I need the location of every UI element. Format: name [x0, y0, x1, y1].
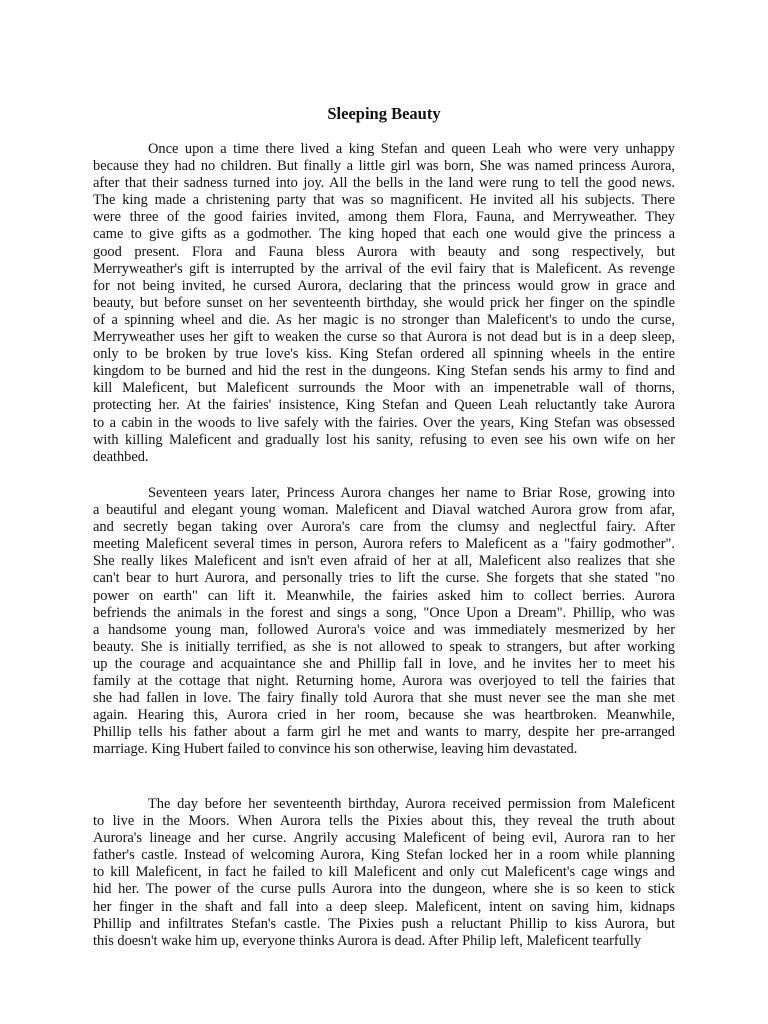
text-line: to kill Maleficent, in fact he failed to kill Maleficent and only cut Maleficent's cage wings and	[93, 864, 675, 881]
text-line: Once upon a time there lived a king Stefan and queen Leah who were very unhappy	[148, 141, 675, 157]
text-line: this doesn't wake him up, everyone thinks Aurora is dead. After Philip left, Maleficent tearfully	[93, 932, 642, 949]
text-line: meeting Maleficent several times in person, Aurora refers to Maleficent as a "fairy godmother".	[93, 536, 675, 553]
text-line: after that their sadness turned into joy. All the bells in the land were rung to tell the good news.	[93, 175, 675, 192]
text-line: The day before her seventeenth birthday, Aurora received permission from Maleficent	[148, 796, 675, 812]
text-line: kill Maleficent, but Maleficent surrounds the Moor with an impenetrable wall of thorns,	[93, 380, 675, 397]
text-line: family at the cottage that night. Returning home, Aurora was overjoyed to tell the fairies that	[93, 673, 675, 690]
paragraph-2	[93, 485, 675, 759]
text-line: beauty, but before sunset on her seventeenth birthday, she would prick her finger on the spindle	[93, 294, 675, 311]
text-line: marriage. King Hubert failed to convince his son otherwise, leaving him devastated.	[93, 741, 578, 758]
text-line: her finger in the shaft and fall into a deep sleep. Maleficent, intent on saving him, kidnaps	[93, 898, 675, 915]
text-line: Phillip and infiltrates Stefan's castle. The Pixies push a reluctant Phillip to kiss Aurora, but	[93, 915, 675, 932]
text-line: Merryweather's gift is interrupted by the arrival of the evil fairy that is Maleficent. As revenge	[93, 260, 675, 277]
paragraph-3	[93, 796, 675, 950]
text-line: kingdom to be burned and hid the rest in the dungeons. King Stefan sends his army to find and	[93, 363, 675, 380]
text-line: a handsome young man, followed Aurora's voice and was immediately mesmerized by her	[93, 621, 675, 638]
text-line: up the courage and acquaintance she and Phillip fall in love, and he invites her to meet his	[93, 655, 675, 672]
text-line: for not being invited, he cursed Aurora, declaring that the princess would grow in grace and	[93, 277, 675, 294]
text-line: a beautiful and elegant young woman. Maleficent and Diaval watched Aurora grow from afar,	[93, 502, 675, 519]
text-line: protecting her. At the fairies' insistence, King Stefan and Queen Leah reluctantly take Aurora	[93, 397, 675, 414]
text-line: Aurora's lineage and her curse. Angrily accusing Maleficent of being evil, Aurora ran to her	[93, 830, 675, 847]
text-line: Merryweather uses her gift to weaken the curse so that Aurora is not dead but is in a deep sleep,	[93, 329, 675, 346]
text-line: befriends the animals in the forest and sings a song, "Once Upon a Dream". Phillip, who was	[93, 604, 675, 621]
text-line: came to give gifts as a godmother. The king hoped that each one would give the princess a	[93, 226, 675, 243]
text-line: because they had no children. But finally a little girl was born, She was named princess Aurora,	[93, 158, 675, 175]
text-line: to live in the Moors. When Aurora tells the Pixies about this, they reveal the truth about	[93, 813, 675, 830]
text-line: The king made a christening party that was so magnificent. He invited all his subjects. There	[93, 192, 675, 209]
text-line: father's castle. Instead of welcoming Aurora, King Stefan locked her in a room while planning	[93, 847, 675, 864]
text-line: Phillip tells his father about a farm girl he met and wants to marry, despite her pre-arranged	[93, 724, 675, 741]
text-line: deathbed.	[93, 448, 149, 465]
text-line: She really likes Maleficent and isn't even afraid of her at all, Maleficent also realizes that she	[93, 553, 675, 570]
text-line: only to be broken by true love's kiss. King Stefan ordered all spinning wheels in the entire	[93, 346, 675, 363]
text-line: with killing Maleficent and gradually lost his sanity, refusing to even see his own wife on her	[93, 431, 675, 448]
text-line: to a cabin in the woods to live safely with the fairies. Over the years, King Stefan was obsessed	[93, 414, 675, 431]
text-line: she had fallen in love. The fairy finally told Aurora that she must never see the man she met	[93, 690, 675, 707]
text-line: good present. Flora and Fauna bless Aurora with beauty and song respectively, but	[93, 243, 675, 260]
text-line: hid her. The power of the curse pulls Aurora into the dungeon, where she is so keen to stick	[93, 881, 675, 898]
text-line: again. Hearing this, Aurora cried in her room, because she was heartbroken. Meanwhile,	[93, 707, 675, 724]
paragraph-1	[93, 141, 675, 466]
text-line: beauty. She is initially terrified, as she is not allowed to speak to strangers, but after working	[93, 638, 675, 655]
text-line: power on earth" can lift it. Meanwhile, the fairies asked him to collect berries. Aurora	[93, 587, 675, 604]
text-line: and secretly began taking over Aurora's care from the clumsy and neglectful fairy. After	[93, 519, 675, 536]
text-line: of a spinning wheel and die. As her magic is no stronger than Maleficent's to undo the curse,	[93, 311, 675, 328]
document-title: Sleeping Beauty	[327, 104, 441, 123]
text-line: Seventeen years later, Princess Aurora changes her name to Briar Rose, growing into	[148, 485, 675, 501]
text-line: were three of the good fairies invited, among them Flora, Fauna, and Merryweather. They	[93, 209, 675, 226]
text-line: can't bear to hurt Aurora, and personally tries to lift the curse. She forgets that she stated "no	[93, 570, 675, 587]
